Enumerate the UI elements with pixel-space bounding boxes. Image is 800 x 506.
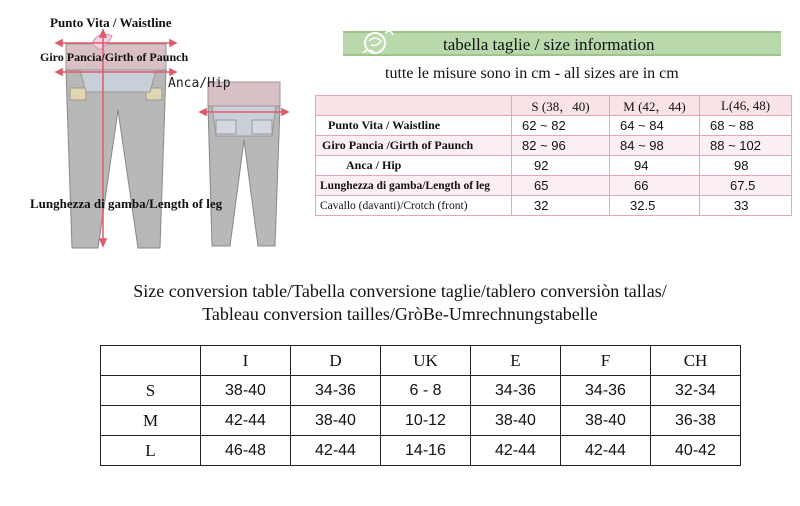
size-cell: 65 <box>512 176 610 196</box>
conversion-cell: 42-44 <box>201 406 291 436</box>
size-row-waistline <box>316 116 792 136</box>
size-table <box>315 95 792 216</box>
size-header-l: L(46, 48) <box>700 96 792 116</box>
conversion-cell: 46-48 <box>201 436 291 466</box>
size-label: L <box>101 436 201 466</box>
size-cell: 32.5 <box>610 196 700 216</box>
row-label: Giro Pancia /Girth of Paunch <box>316 136 512 156</box>
conversion-cell: 38-40 <box>471 406 561 436</box>
row-label: Anca / Hip <box>316 156 512 176</box>
conversion-cell: 34-36 <box>291 376 381 406</box>
conversion-title-line2: Tableau conversion tailles/GròBe-Umrechnungstabelle <box>202 304 598 324</box>
size-info-banner <box>343 31 781 56</box>
size-cell: 82 ~ 96 <box>512 136 610 156</box>
subtitle: tutte le misure sono in cm - all sizes are in cm <box>385 65 679 82</box>
country-header-e: E <box>471 346 561 376</box>
label-hip: Anca/Hip <box>168 76 231 91</box>
row-label: Punto Vita / Waistline <box>316 116 512 136</box>
size-cell: 98 <box>700 156 792 176</box>
label-paunch: Giro Pancia/Girth of Paunch <box>40 50 189 64</box>
size-row-crotch <box>316 196 792 216</box>
country-header-ch: CH <box>651 346 741 376</box>
conversion-cell: 40-42 <box>651 436 741 466</box>
size-table-header-row <box>316 96 792 116</box>
conversion-cell: 42-44 <box>471 436 561 466</box>
size-header-s: S (38，40) <box>512 96 610 116</box>
front-pants <box>66 34 166 248</box>
label-leg-length: Lunghezza di gamba/Length of leg <box>30 196 223 211</box>
size-cell: 88 ~ 102 <box>700 136 792 156</box>
country-header-f: F <box>561 346 651 376</box>
size-cell: 92 <box>512 156 610 176</box>
row-label: Lunghezza di gamba/Length of leg <box>316 176 512 196</box>
conversion-cell: 38-40 <box>561 406 651 436</box>
conversion-cell: 38-40 <box>201 376 291 406</box>
size-label: S <box>101 376 201 406</box>
size-cell: 94 <box>610 156 700 176</box>
country-header-d: D <box>291 346 381 376</box>
back-pants <box>208 82 280 246</box>
size-row-paunch <box>316 136 792 156</box>
conversion-cell: 38-40 <box>291 406 381 436</box>
size-cell: 64 ~ 84 <box>610 116 700 136</box>
rose-icon <box>355 27 395 61</box>
size-row-hip <box>316 156 792 176</box>
country-header-i: I <box>201 346 291 376</box>
size-cell: 62 ~ 82 <box>512 116 610 136</box>
conversion-row-m <box>101 406 741 436</box>
conversion-header-row <box>101 346 741 376</box>
size-cell: 84 ~ 98 <box>610 136 700 156</box>
banner-title: tabella taglie / size information <box>443 35 655 54</box>
size-label: M <box>101 406 201 436</box>
size-cell: 33 <box>700 196 792 216</box>
pants-drawing <box>0 0 300 260</box>
conversion-cell: 10-12 <box>381 406 471 436</box>
conversion-title <box>0 280 800 326</box>
conversion-row-s <box>101 376 741 406</box>
conversion-corner <box>101 346 201 376</box>
label-waistline: Punto Vita / Waistline <box>50 15 172 30</box>
conversion-cell: 42-44 <box>561 436 651 466</box>
size-header-m: M (42，44) <box>610 96 700 116</box>
conversion-cell: 34-36 <box>561 376 651 406</box>
pants-illustration <box>0 0 300 260</box>
conversion-title-line1: Size conversion table/Tabella conversione taglie/tablero conversiòn tallas/ <box>133 281 667 301</box>
size-cell: 68 ~ 88 <box>700 116 792 136</box>
size-cell: 66 <box>610 176 700 196</box>
size-table-corner <box>316 96 512 116</box>
size-row-leg-length <box>316 176 792 196</box>
conversion-cell: 32-34 <box>651 376 741 406</box>
conversion-table <box>100 345 741 466</box>
country-header-uk: UK <box>381 346 471 376</box>
size-cell: 32 <box>512 196 610 216</box>
conversion-cell: 6 - 8 <box>381 376 471 406</box>
size-cell: 67.5 <box>700 176 792 196</box>
conversion-cell: 14-16 <box>381 436 471 466</box>
row-label: Cavallo (davanti)/Crotch (front) <box>316 196 512 216</box>
conversion-cell: 36-38 <box>651 406 741 436</box>
conversion-row-l <box>101 436 741 466</box>
conversion-cell: 42-44 <box>291 436 381 466</box>
conversion-cell: 34-36 <box>471 376 561 406</box>
